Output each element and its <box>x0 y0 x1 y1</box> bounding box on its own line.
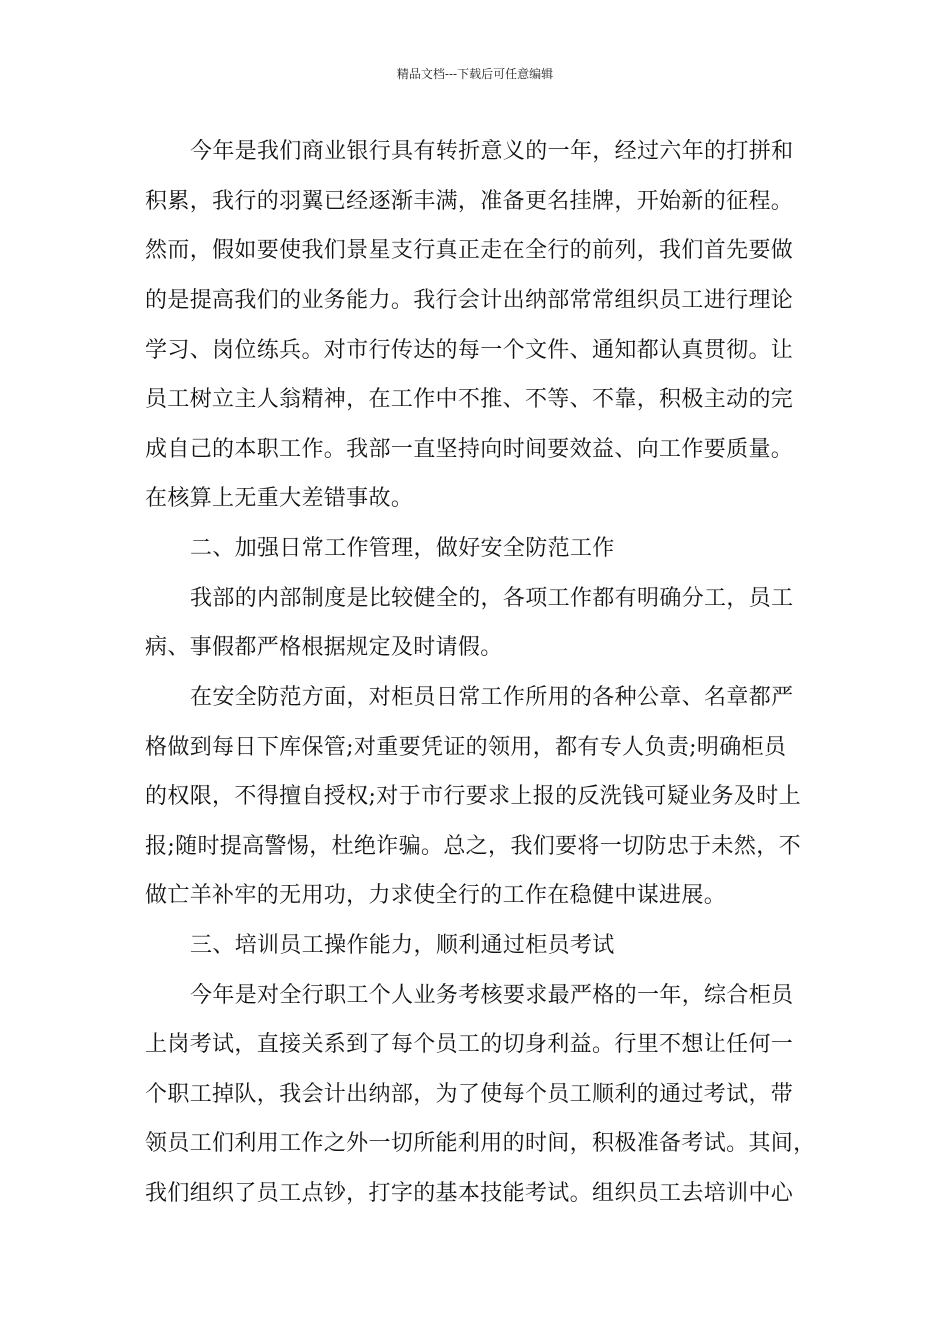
paragraph-line: 报;随时提高警惕，杜绝诈骗。总之，我们要将一切防忠于未然，不 <box>145 834 801 859</box>
paragraph-line: 学习、岗位练兵。对市行传达的每一个文件、通知都认真贯彻。让 <box>145 338 794 363</box>
paragraph-line: 的权限，不得擅自授权;对于市行要求上报的反洗钱可疑业务及时上 <box>145 784 801 809</box>
paragraph-line: 我们组织了员工点钞，打字的基本技能考试。组织员工去培训中心 <box>145 1181 794 1206</box>
paragraph-line: 我部的内部制度是比较健全的，各项工作都有明确分工，员工 <box>190 586 794 611</box>
paragraph-line: 格做到每日下库保管;对重要凭证的领用，都有专人负责;明确柜员 <box>145 735 787 760</box>
section-heading: 二、加强日常工作管理，做好安全防范工作 <box>190 536 615 561</box>
paragraph-line: 在核算上无重大差错事故。 <box>145 486 414 511</box>
paragraph-line: 今年是对全行职工个人业务考核要求最严格的一年，综合柜员 <box>190 983 794 1008</box>
paragraph-line: 然而，假如要使我们景星支行真正走在全行的前列，我们首先要做 <box>145 238 794 263</box>
paragraph-line: 成自己的本职工作。我部一直坚持向时间要效益、向工作要质量。 <box>145 437 794 462</box>
page-header: 精品文档---下载后可任意编辑 <box>396 67 554 81</box>
paragraph-line: 积累，我行的羽翼已经逐渐丰满，准备更名挂牌，开始新的征程。 <box>145 189 794 214</box>
paragraph-line: 员工树立主人翁精神，在工作中不推、不等、不靠，积极主动的完 <box>145 387 794 412</box>
section-heading: 三、培训员工操作能力，顺利通过柜员考试 <box>190 933 615 958</box>
paragraph-line: 做亡羊补牢的无用功，力求使全行的工作在稳健中谋进展。 <box>145 883 727 908</box>
paragraph-line: 上岗考试，直接关系到了每个员工的切身利益。行里不想让任何一 <box>145 1032 794 1057</box>
paragraph-line: 领员工们利用工作之外一切所能利用的时间，积极准备考试。其间， <box>145 1131 816 1156</box>
paragraph-line: 在安全防范方面，对柜员日常工作所用的各种公章、名章都严 <box>190 685 794 710</box>
paragraph-line: 今年是我们商业银行具有转折意义的一年，经过六年的打拼和 <box>190 139 794 164</box>
paragraph-line: 的是提高我们的业务能力。我行会计出纳部常常组织员工进行理论 <box>145 288 794 313</box>
paragraph-line: 个职工掉队，我会计出纳部，为了使每个员工顺利的通过考试，带 <box>145 1082 794 1107</box>
paragraph-line: 病、事假都严格根据规定及时请假。 <box>145 635 503 660</box>
